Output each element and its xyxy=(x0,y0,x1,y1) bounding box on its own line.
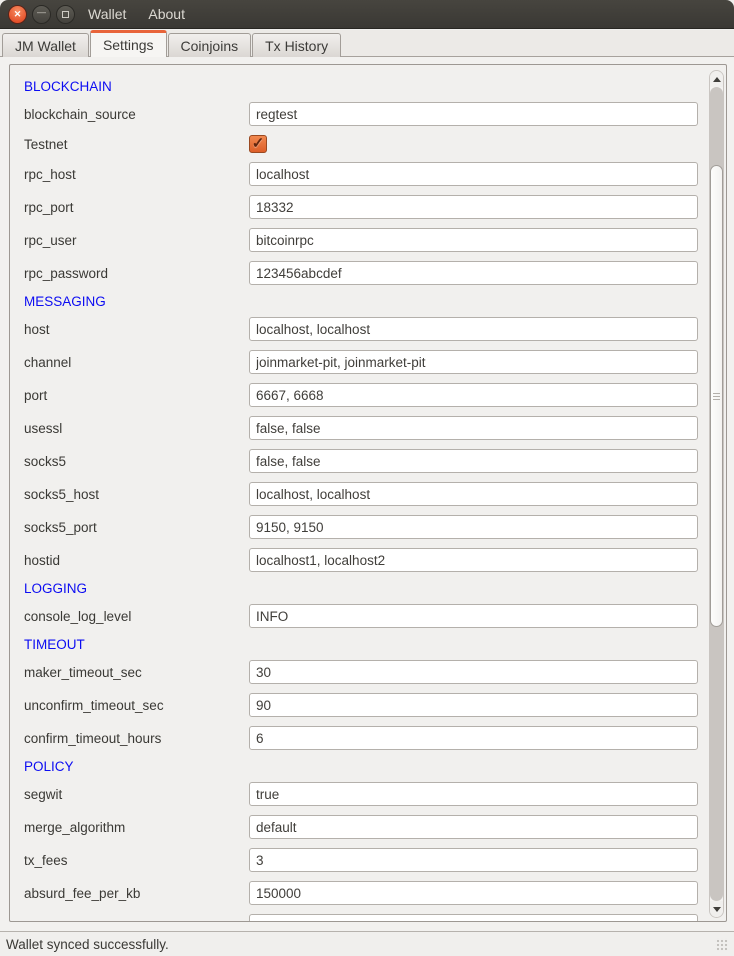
field-label: channel xyxy=(24,354,72,370)
field-label: confirm_timeout_hours xyxy=(24,730,162,746)
titlebar xyxy=(0,0,734,29)
minimize-button[interactable] xyxy=(32,5,51,24)
close-button[interactable] xyxy=(8,5,27,24)
minimize-icon: — xyxy=(37,7,46,17)
section-header-timeout: TIMEOUT xyxy=(24,636,85,652)
field-label: rpc_host xyxy=(24,166,76,182)
section-header-policy: POLICY xyxy=(24,758,74,774)
settings-row-host xyxy=(24,317,707,341)
scrollbar-track[interactable] xyxy=(710,87,723,901)
resize-grip[interactable] xyxy=(715,938,728,951)
settings-row-channel xyxy=(24,350,707,374)
field-absurd-fee-per-kb[interactable] xyxy=(249,881,698,905)
checkbox-testnet[interactable] xyxy=(249,135,267,153)
section-header-messaging: MESSAGING xyxy=(24,293,106,309)
field-label: usessl xyxy=(24,420,63,436)
field-tx-fees[interactable] xyxy=(249,848,698,872)
field-unconfirm-timeout-sec[interactable] xyxy=(249,693,698,717)
menubar xyxy=(77,6,196,22)
field-label: socks5 xyxy=(24,453,67,469)
settings-row-rpc-port xyxy=(24,195,707,219)
checkmark-icon: ✓ xyxy=(251,135,265,152)
window-controls xyxy=(0,5,75,24)
field-socks5[interactable] xyxy=(249,449,698,473)
settings-row-rpc-password xyxy=(24,261,707,285)
settings-tab-page xyxy=(0,57,734,931)
settings-row-testnet xyxy=(24,135,707,153)
scrollbar-grip-icon xyxy=(713,393,720,400)
section-header-logging: LOGGING xyxy=(24,580,88,596)
field-rpc-host[interactable] xyxy=(249,162,698,186)
field-label: Testnet xyxy=(24,136,68,152)
settings-row-socks5-host xyxy=(24,482,707,506)
arrow-up-icon xyxy=(713,77,721,82)
field-hostid[interactable] xyxy=(249,548,698,572)
arrow-down-icon xyxy=(713,907,721,912)
field-socks5-host[interactable] xyxy=(249,482,698,506)
field-label: maker_timeout_sec xyxy=(24,664,142,680)
field-channel[interactable] xyxy=(249,350,698,374)
menu-about[interactable]: About xyxy=(148,6,185,22)
settings-row-hostid xyxy=(24,548,707,572)
field-label: console_log_level xyxy=(24,608,132,624)
settings-row-rpc-host xyxy=(24,162,707,186)
field-usessl[interactable] xyxy=(249,416,698,440)
settings-row-socks5 xyxy=(24,449,707,473)
maximize-button[interactable] xyxy=(56,5,75,24)
settings-row-rpc-user xyxy=(24,228,707,252)
field-label: host xyxy=(24,321,50,337)
field-socks5-port[interactable] xyxy=(249,515,698,539)
field-label: socks5_host xyxy=(24,486,100,502)
field-item[interactable] xyxy=(249,914,698,922)
field-label: blockchain_source xyxy=(24,106,136,122)
field-label: merge_algorithm xyxy=(24,819,126,835)
scroll-up-button[interactable] xyxy=(710,71,723,87)
field-label: segwit xyxy=(24,786,63,802)
scroll-down-button[interactable] xyxy=(710,901,723,917)
settings-row-merge-algorithm xyxy=(24,815,707,839)
field-blockchain-source[interactable] xyxy=(249,102,698,126)
settings-row-item xyxy=(24,914,707,922)
field-maker-timeout-sec[interactable] xyxy=(249,660,698,684)
settings-row-maker-timeout-sec xyxy=(24,660,707,684)
field-segwit[interactable] xyxy=(249,782,698,806)
menu-wallet[interactable]: Wallet xyxy=(88,6,127,22)
settings-row-confirm-timeout-hours xyxy=(24,726,707,750)
field-console-log-level[interactable] xyxy=(249,604,698,628)
field-rpc-user[interactable] xyxy=(249,228,698,252)
field-port[interactable] xyxy=(249,383,698,407)
field-rpc-port[interactable] xyxy=(249,195,698,219)
settings-row-port xyxy=(24,383,707,407)
field-label: unconfirm_timeout_sec xyxy=(24,697,164,713)
field-rpc-password[interactable] xyxy=(249,261,698,285)
field-label: rpc_password xyxy=(24,265,109,281)
close-icon: ✕ xyxy=(13,8,22,19)
section-header-blockchain: BLOCKCHAIN xyxy=(24,78,112,94)
field-confirm-timeout-hours[interactable] xyxy=(249,726,698,750)
settings-row-console-log-level xyxy=(24,604,707,628)
tab-bar xyxy=(0,30,734,57)
settings-row-blockchain-source xyxy=(24,102,707,126)
vertical-scrollbar[interactable] xyxy=(709,70,724,918)
field-label: absurd_fee_per_kb xyxy=(24,885,141,901)
settings-row-tx-fees xyxy=(24,848,707,872)
status-bar xyxy=(0,931,734,956)
field-label: tx_fees xyxy=(24,852,68,868)
tab-coinjoins[interactable]: Coinjoins xyxy=(168,33,252,57)
settings-row-absurd-fee-per-kb xyxy=(24,881,707,905)
field-host[interactable] xyxy=(249,317,698,341)
tab-settings[interactable]: Settings xyxy=(90,30,167,57)
settings-row-usessl xyxy=(24,416,707,440)
settings-row-unconfirm-timeout-sec xyxy=(24,693,707,717)
settings-row-socks5-port xyxy=(24,515,707,539)
settings-form xyxy=(10,65,707,922)
tab-tx-history[interactable]: Tx History xyxy=(252,33,341,57)
scrollbar-thumb[interactable] xyxy=(710,165,723,627)
field-label: rpc_port xyxy=(24,199,74,215)
field-label: hostid xyxy=(24,552,61,568)
field-label: port xyxy=(24,387,48,403)
field-merge-algorithm[interactable] xyxy=(249,815,698,839)
maximize-icon xyxy=(62,11,69,18)
field-label: socks5_port xyxy=(24,519,97,535)
settings-scroll-area xyxy=(9,64,727,922)
tab-jm-wallet[interactable]: JM Wallet xyxy=(2,33,89,57)
status-text: Wallet synced successfully. xyxy=(6,936,169,952)
settings-row-segwit xyxy=(24,782,707,806)
field-label: rpc_user xyxy=(24,232,77,248)
